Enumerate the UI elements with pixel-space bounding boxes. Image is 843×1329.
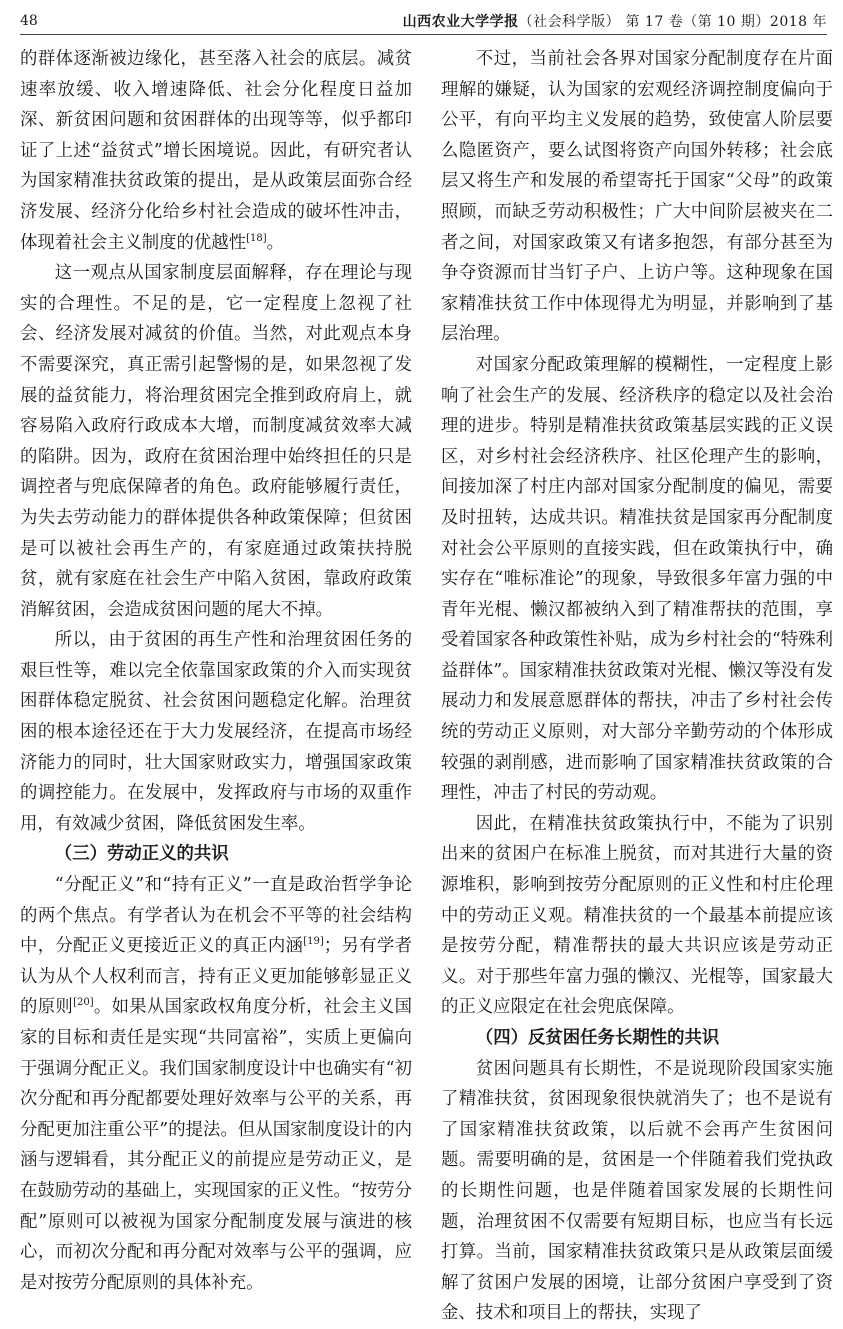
paragraph: 不过，当前社会各界对国家分配制度存在片面理解的嫌疑，认为国家的宏观经济调控制度偏向于公平，有向平均主义发展的趋势，致使富人阶层要么隐匿资产，要么试图将资产向国外转移；社会底层又将生产和发展的希望寄托于国家“父母”的政策照顾，而缺乏劳动积极性；广大中间阶层被夹在二者之间，对国家政策又有诸多抱怨，有部分甚至为争夺资源而甘当钉子户、上访户等。这种现象在国家精准扶贫工作中体现得尤为明显，并影响到了基层治理。	[441, 49, 833, 345]
section-heading: （四）反贫困任务长期性的共识	[475, 1028, 720, 1048]
journal-title	[403, 11, 827, 31]
citation-ref: [18]	[246, 232, 267, 244]
citation-ref: [19]	[303, 936, 324, 948]
paragraph: 对国家分配政策理解的模糊性，一定程度上影响了社会生产的发展、经济秩序的稳定以及社会治理的进步。特别是精准扶贫政策基层实践的正义误区，对乡村社会经济秩序、社区伦理产生的影响，间接加深了村庄内部对国家分配制度的偏见，需要及时扭转，达成共识。精准扶贫是国家再分配制度对社会公平原则的直接实践，但在政策执行中，确实存在“唯标准论”的现象，导致很多年富力强的中青年光棍、懒汉都被纳入到了精准帮扶的范围，享受着国家各种政策性补贴，成为乡村社会的“特殊利益群体”。国家精准扶贫政策对光棍、懒汉等没有发展动力和发展意愿群体的帮扶，冲击了乡村社会传统的劳动正义原则，对大部分辛勤劳动的个体形成较强的剥削感，进而影响了国家精准扶贫政策的合理性，冲击了村民的劳动观。	[441, 354, 833, 804]
left-column	[20, 44, 412, 1298]
page-header	[20, 8, 827, 35]
paragraph: 的群体逐渐被边缘化，甚至落入社会的底层。减贫速率放缓、收入增速降低、社会分化程度日益加深、新贫困问题和贫困群体的出现等等，似乎都印证了上述“益贫式”增长困境说。因此，有研究者认为国家精准扶贫政策的提出，是从政策层面弥合经济发展、经济分化给乡村社会造成的破坏性冲击，体现着社会主义制度的优越性[18]。	[20, 49, 412, 253]
section-heading: （三）劳动正义的共识	[54, 844, 229, 865]
journal-issue: 第 17 卷（第 10 期）2018 年	[625, 14, 827, 30]
journal-name: 山西农业大学学报	[402, 14, 519, 30]
page-number: 48	[20, 13, 38, 29]
paragraph: “分配正义”和“持有正义”一直是政治哲学争论的两个焦点。有学者认为在机会不平等的社会结构中，分配正义更接近正义的真正内涵[19]；另有学者认为从个人权利而言，持有正义更加能够彰显正义的原则[20]。如果从国家政权角度分析，社会主义国家的目标和责任是实现“共同富裕”，实质上更偏向于强调分配正义。我们国家制度设计中也确实有“初次分配和再分配都要处理好效率与公平的关系，再分配更加注重公平”的提法。但从国家制度设计的内涵与逻辑看，其分配正义的前提应是劳动正义，是在鼓励劳动的基础上，实现国家的正义性。“按劳分配”原则可以被视为国家分配制度发展与演进的核心，而初次分配和再分配对效率与公平的强调，应是对按劳分配原则的具体补充。	[20, 875, 412, 1293]
paragraph: 因此，在精准扶贫政策执行中，不能为了识别出来的贫困户在标准上脱贫，而对其进行大量的资源堆积，影响到按劳分配原则的正义性和村庄伦理中的劳动正义观。精准扶贫的一个最基本前提应该是按劳分配，精准帮扶的最大共识应该是劳动正义。对于那些年富力强的懒汉、光棍等，国家最大的正义应限定在社会兜底保障。	[441, 813, 833, 1018]
paragraph: 这一观点从国家制度层面解释，存在理论与现实的合理性。不足的是，它一定程度上忽视了社会、经济发展对减贫的价值。当然，对此观点本身不需要深究，真正需引起警惕的是，如果忽视了发展的益贫能力，将治理贫困完全推到政府肩上，就容易陷入政府行政成本大增，而制度减贫效率大减的陷阱。因为，政府在贫困治理中始终担任的只是调控者与兜底保障者的角色。政府能够履行责任，为失去劳动能力的群体提供各种政策保障；但贫困是可以被社会再生产的，有家庭通过政策扶持脱贫，就有家庭在社会生产中陷入贫困，靠政府政策消解贫困，会造成贫困问题的尾大不掉。	[20, 263, 412, 620]
journal-subtitle: （社会科学版）	[518, 14, 621, 30]
citation-ref: [20]	[73, 997, 94, 1009]
paragraph: 贫困问题具有长期性，不是说现阶段国家实施了精准扶贫，贫困现象很快就消失了；也不是说有了国家精准扶贫政策，以后就不会再产生贫困问题。需要明确的是，贫困是一个伴随着我们党执政的长期性问题，也是伴随着国家发展的长期性问题，治理贫困不仅需要有短期目标，也应当有长远打算。当前，国家精准扶贫政策只是从政策层面缓解了贫困户发展的困境，让部分贫困户享受到了资金、技术和项目上的帮扶，实现了	[441, 1058, 833, 1324]
right-column	[441, 44, 833, 1329]
paragraph: 所以，由于贫困的再生产性和治理贫困任务的艰巨性等，难以完全依靠国家政策的介入而实现贫困群体稳定脱贫、社会贫困问题稳定化解。治理贫困的根本途径还在于大力发展经济，在提高市场经济能力的同时，壮大国家财政实力，增强国家政策的调控能力。在发展中，发挥政府与市场的双重作用，有效减少贫困，降低贫困发生率。	[20, 630, 412, 834]
